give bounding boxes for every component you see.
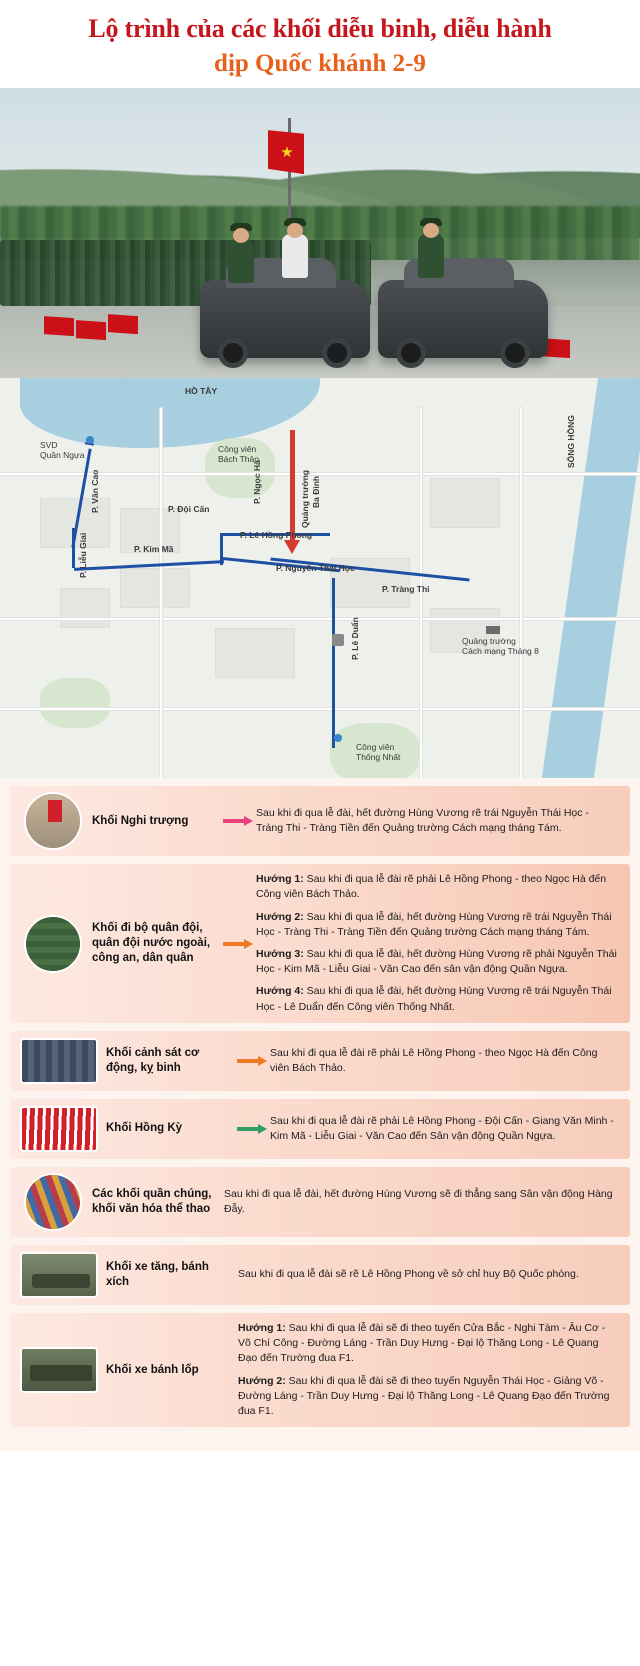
- route-map[interactable]: [0, 378, 640, 778]
- police-thumb: [20, 1038, 98, 1084]
- route-lieu-giai: [72, 528, 75, 568]
- landmark-marker: [486, 626, 500, 634]
- arrow-right-icon: [223, 939, 253, 949]
- direction-label: Hướng 3:: [256, 948, 304, 961]
- arrow-right-icon: [237, 1056, 267, 1066]
- list-item-description: [220, 1179, 630, 1225]
- list-item-description: [270, 1038, 630, 1084]
- map-label-svd: SVD: [40, 440, 58, 451]
- map-label-cong-vien-2: Công viên: [356, 742, 395, 753]
- list-item-title: Khối đi bộ quân đội, quân đội nước ngoài, công an, dân quân: [92, 922, 211, 965]
- arrow-container: [220, 939, 256, 949]
- direction-label: Hướng 2:: [238, 1374, 286, 1387]
- arrow-container: [234, 1124, 270, 1134]
- desc-text: Sau khi đi qua lễ đài, hết đường Hùng Vương rẽ phải Nguyễn Thái Học - Kim Mã - Liễu Giai - Văn Cao đến sân vận động Quần Ngựa.: [256, 948, 617, 976]
- route-ba-dinh-square: [290, 430, 295, 545]
- landmark-marker: [332, 634, 344, 646]
- map-label-nguyen-thai-hoc: P. Nguyễn Thái Học: [276, 563, 355, 574]
- flag-icon: [76, 320, 106, 340]
- wheel: [218, 338, 248, 368]
- head: [287, 223, 303, 238]
- wheel: [500, 338, 530, 368]
- arrow-container: [234, 1056, 270, 1066]
- map-label-bach-thao: Bách Thảo: [218, 454, 259, 465]
- desc-text: Sau khi đi qua lễ đài, hết đường Hùng Vương rẽ trái Nguyễn Thái Học - Tràng Thi - Tràng Tiền đến Quảng trường Cách mạng tháng Tám.: [256, 806, 589, 835]
- parade-photo: [0, 88, 640, 378]
- list-item[interactable]: [10, 786, 630, 856]
- green-area: [40, 678, 110, 728]
- map-label-cong-vien: Công viên: [218, 444, 257, 455]
- flags-thumb: [20, 1106, 98, 1152]
- wheel: [322, 338, 352, 368]
- map-label-quan-ngua: Quần Ngựa: [40, 450, 85, 461]
- page-subtitle: dịp Quốc khánh 2-9: [214, 49, 426, 77]
- desc-text: Sau khi đi qua lễ đài sẽ đi theo tuyến Nguyễn Thái Học - Giảng Võ - Đường Láng - Trần Duy Hưng - Đại lộ Thăng Long - Lê Quang Đạo đến Trường đua F1.: [238, 1374, 610, 1418]
- wheel: [396, 338, 426, 368]
- red-river-water: [542, 378, 640, 778]
- list-item-title: Khối xe bánh lốp: [106, 1363, 199, 1376]
- map-label-quang-truong-2: Quảng trường: [462, 636, 516, 647]
- truck-thumb: [20, 1347, 98, 1393]
- map-label-van-cao: P. Văn Cao: [90, 469, 100, 514]
- map-label-le-duan: P. Lê Duẩn: [350, 617, 360, 661]
- route-arrow-icon: [284, 540, 300, 554]
- arrow-container: [220, 816, 256, 826]
- direction-label: Hướng 4:: [256, 985, 304, 998]
- map-label-kim-ma: P. Kim Mã: [134, 544, 174, 555]
- map-label-ngoc-ha: P. Ngọc Hà: [252, 460, 262, 505]
- direction-label: Hướng 2:: [256, 910, 304, 923]
- list-item[interactable]: [10, 1099, 630, 1159]
- ceremony-thumb: [24, 792, 82, 850]
- map-label-song-hong: SÔNG HỒNG: [566, 415, 576, 469]
- arrow-right-icon: [237, 1124, 267, 1134]
- desc-text: Sau khi đi qua lễ đài rẽ phải Lê Hồng Phong - theo Ngọc Hà đến Công viên Bách Thảo.: [270, 1046, 598, 1074]
- page-header: [0, 0, 640, 88]
- map-label-ba-dinh: Ba Đình: [311, 476, 321, 509]
- list-item[interactable]: [10, 1031, 630, 1091]
- road-line: [0, 708, 640, 710]
- second-car: [378, 280, 548, 358]
- city-block: [430, 478, 500, 528]
- map-label-quang-truong: Quảng trường: [300, 470, 310, 529]
- tank-thumb: [20, 1252, 98, 1298]
- crowd-thumb: [24, 1173, 82, 1231]
- list-item-description: [256, 864, 630, 1023]
- road-line: [160, 408, 162, 778]
- map-label-trang-thi: P. Tràng Thi: [382, 584, 430, 595]
- map-label-cmt8: Cách mạng Tháng 8: [462, 646, 539, 657]
- list-item-title: Khối Hồng Kỳ: [106, 1122, 183, 1135]
- desc-text: Sau khi đi qua lễ đài, hết đường Hùng Vương rẽ trái Nguyễn Thái Học - Tràng Thi - Tràng Tiền đến Quảng trường Cách mạng tháng Tám.: [256, 910, 612, 938]
- city-block: [215, 628, 295, 678]
- flag-icon: [44, 316, 74, 336]
- head: [423, 223, 439, 238]
- city-block: [120, 568, 190, 608]
- list-item-title: Các khối quần chúng, khối văn hóa thể thao: [92, 1187, 212, 1215]
- soldiers-thumb: [24, 915, 82, 973]
- desc-text: Sau khi đi qua lễ đài, hết đường Hùng Vương sẽ đi thẳng sang Sân vận động Hàng Đẫy.: [224, 1187, 613, 1215]
- list-item[interactable]: [10, 864, 630, 1023]
- list-item[interactable]: [10, 1313, 630, 1427]
- list-item-description: [234, 1259, 630, 1290]
- list-item-title: Khối xe tăng, bánh xích: [106, 1260, 209, 1288]
- officer-white-uniform: [282, 234, 308, 278]
- map-label-ho-tay: HỒ TÂY: [185, 386, 218, 397]
- desc-text: Sau khi đi qua lễ đài, hết đường Hùng Vương rẽ trái Nguyễn Thái Học - Lê Duẩn đến Công viên Thống Nhất.: [256, 985, 612, 1013]
- road-line: [520, 408, 522, 778]
- map-label-lieu-giai: P. Liễu Giai: [78, 532, 88, 579]
- direction-label: Hướng 1:: [256, 873, 304, 886]
- road-line: [0, 618, 640, 620]
- route-list: [0, 778, 640, 1451]
- city-block: [60, 588, 110, 628]
- flag-icon: [108, 314, 138, 334]
- desc-text: Sau khi đi qua lễ đài rẽ phải Lê Hồng Phong - Đội Cấn - Giang Văn Minh - Kim Mã - Liễu Giai - Văn Cao đến Sân vận động Quần Ngựa.: [270, 1114, 614, 1142]
- page-title: Lộ trình của các khối diễu binh, diễu hành: [88, 14, 552, 43]
- direction-label: Hướng 1:: [238, 1321, 286, 1334]
- arrow-right-icon: [223, 816, 253, 826]
- list-item[interactable]: [10, 1245, 630, 1305]
- list-item-title: Khối Nghi trượng: [92, 814, 189, 827]
- map-label-le-hong-phong: P. Lê Hồng Phong: [240, 530, 313, 541]
- desc-text: Sau khi đi qua lễ đài sẽ đi theo tuyến Cửa Bắc - Nghi Tàm - Âu Cơ - Võ Chí Công - Đường Láng - Trần Duy Hưng - Đại lộ Thăng Long - Lê Quang Đạo đến Trường đua F1.: [238, 1321, 606, 1365]
- list-item-description: [234, 1313, 630, 1427]
- officer: [228, 239, 254, 283]
- list-item-title: Khối cảnh sát cơ động, kỵ binh: [106, 1046, 200, 1074]
- map-label-thong-nhat: Thống Nhất: [356, 752, 401, 763]
- officer: [418, 234, 444, 278]
- list-item-description: [256, 798, 630, 844]
- desc-text: Sau khi đi qua lễ đài sẽ rẽ Lê Hồng Phong về sở chỉ huy Bộ Quốc phòng.: [238, 1268, 579, 1281]
- route-le-duan: [332, 578, 335, 748]
- lead-car: [200, 280, 370, 358]
- list-item-description: [270, 1106, 630, 1152]
- desc-text: Sau khi đi qua lễ đài rẽ phải Lê Hồng Phong - theo Ngọc Hà đến Công viên Bách Thảo.: [256, 873, 607, 901]
- head: [233, 228, 249, 243]
- route-connector: [220, 533, 223, 565]
- list-item[interactable]: [10, 1167, 630, 1237]
- map-label-doi-can: P. Đội Cấn: [168, 504, 210, 515]
